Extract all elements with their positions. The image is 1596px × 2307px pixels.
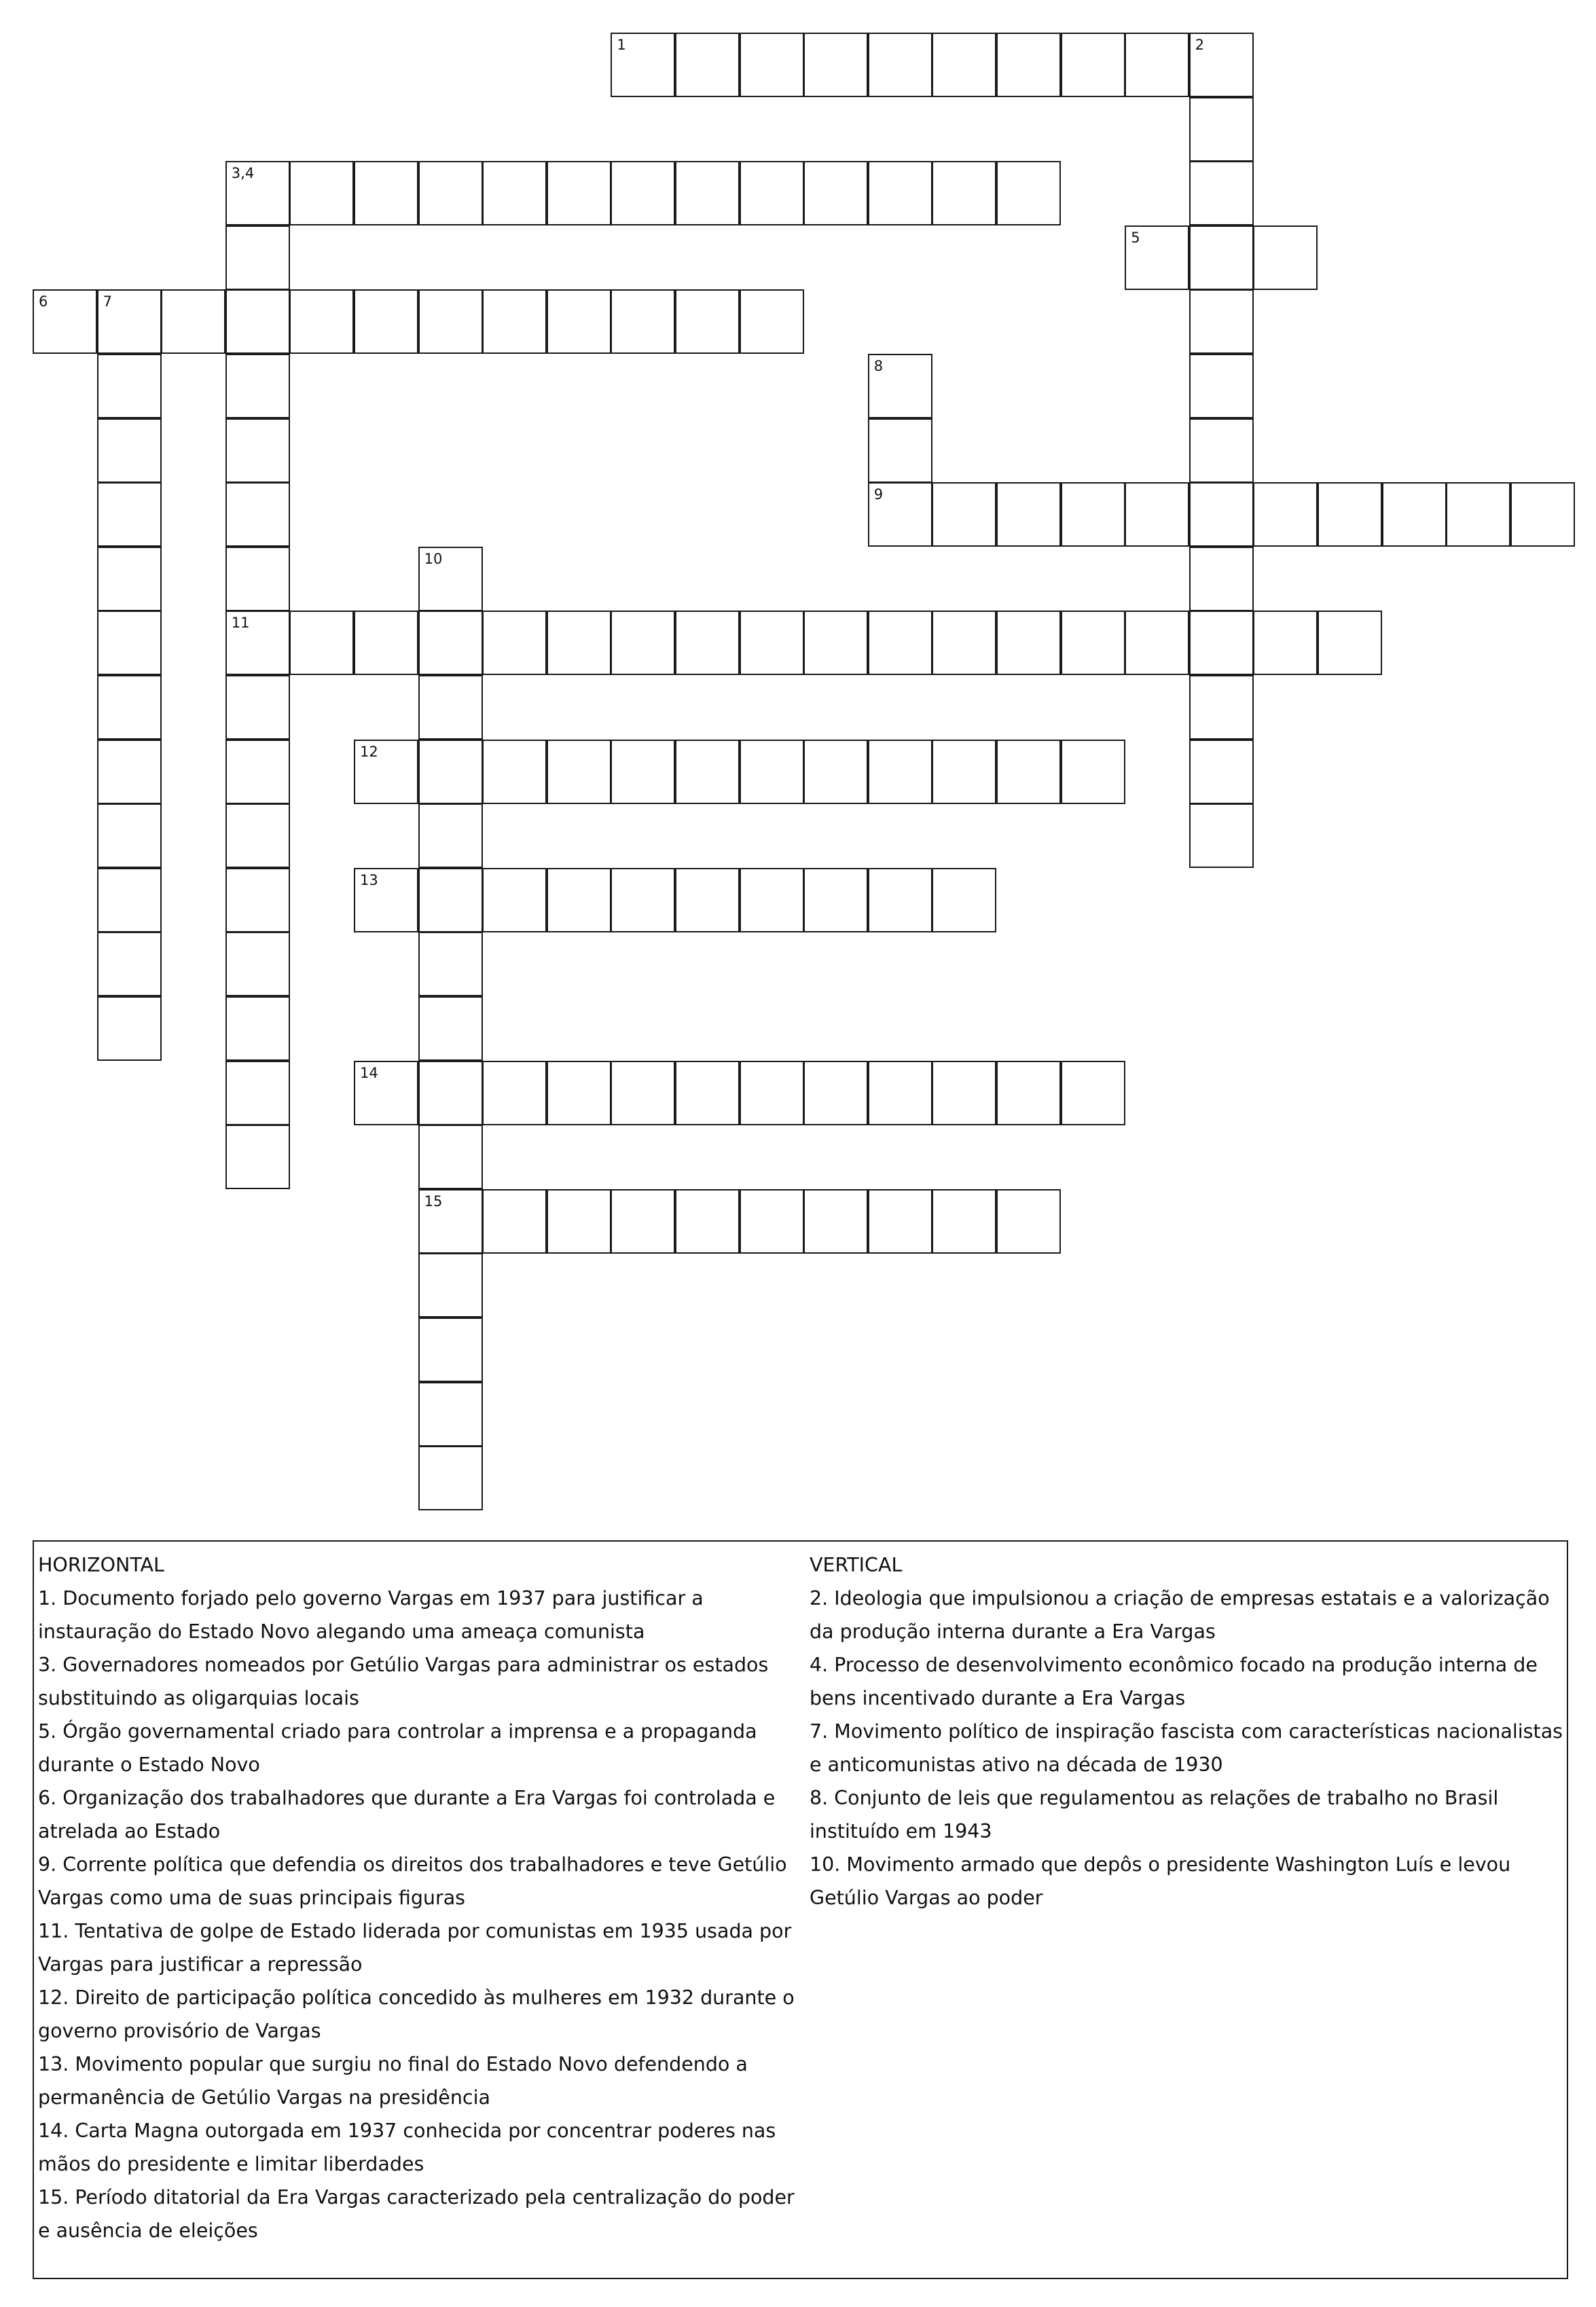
grid-cell[interactable] [289, 611, 354, 675]
grid-cell[interactable] [868, 740, 932, 804]
clue-v-4: 4. Processo de desenvolvimento econômico focado na produção interna de bens incentivado durante a Era Vargas [810, 1654, 1538, 1709]
clue-h-11: 11. Tentativa de golpe de Estado liderada por comunistas em 1935 usada por Vargas para justificar a repressão [38, 1920, 792, 1976]
clue-number: 5 [1131, 229, 1140, 246]
clue-h-6: 6. Organização dos trabalhadores que durante a Era Vargas foi controlada e atrelada ao Estado [38, 1787, 776, 1842]
grid-cell[interactable] [803, 1189, 868, 1254]
grid-cell[interactable] [611, 868, 675, 932]
grid-cell[interactable] [1253, 611, 1318, 675]
grid-cell[interactable] [868, 1189, 932, 1254]
grid-cell[interactable] [482, 740, 547, 804]
grid-cell[interactable] [1382, 482, 1447, 547]
grid-cell[interactable] [97, 868, 162, 932]
grid-cell[interactable] [611, 740, 675, 804]
grid-cell[interactable] [1061, 611, 1125, 675]
grid-cell[interactable] [354, 1061, 418, 1125]
grid-cell[interactable] [868, 161, 932, 225]
grid-cell[interactable] [547, 611, 611, 675]
grid-cell[interactable] [482, 289, 547, 354]
clue-number: 1 [617, 37, 626, 53]
grid-cell[interactable] [675, 289, 740, 354]
grid-cell[interactable] [418, 1189, 483, 1254]
grid-cell[interactable] [97, 996, 162, 1061]
clue-v-2: 2. Ideologia que impulsionou a criação de empresas estatais e a valorização da produção interna durante a Era Vargas [810, 1587, 1550, 1643]
grid-cell[interactable] [547, 868, 611, 932]
grid-cell[interactable] [1189, 547, 1254, 611]
grid-cell[interactable] [932, 482, 996, 547]
grid-cell[interactable] [225, 1125, 290, 1189]
grid-cell[interactable] [803, 1061, 868, 1125]
clue-number: 15 [424, 1193, 443, 1210]
grid-cell[interactable] [97, 354, 162, 418]
clue-h-3: 3. Governadores nomeados por Getúlio Vargas para administrar os estados substituindo as oligarquias locais [38, 1654, 769, 1709]
horizontal-clues [38, 1548, 799, 2247]
grid-cell[interactable] [611, 1061, 675, 1125]
vertical-clues [810, 1548, 1570, 1914]
grid-cell[interactable] [611, 1189, 675, 1254]
grid-cell[interactable] [289, 161, 354, 225]
grid-cell[interactable] [1189, 418, 1254, 483]
grid-cell[interactable] [1446, 482, 1510, 547]
grid-cell[interactable] [225, 161, 290, 225]
clue-v-7: 7. Movimento político de inspiração fascista com características nacionalistas e anticomunistas ativo na década de 1930 [810, 1720, 1563, 1776]
grid-cell[interactable] [868, 33, 932, 97]
grid-cell[interactable] [225, 418, 290, 483]
grid-cell[interactable] [418, 740, 483, 804]
grid-cell[interactable] [803, 740, 868, 804]
grid-cell[interactable] [868, 611, 932, 675]
clue-number: 10 [424, 550, 443, 567]
grid-cell[interactable] [418, 611, 483, 675]
grid-cell[interactable] [675, 740, 740, 804]
grid-cell[interactable] [803, 868, 868, 932]
grid-cell[interactable] [97, 611, 162, 675]
clue-h-9: 9. Corrente política que defendia os direitos dos trabalhadores e teve Getúlio Vargas como uma de suas principais figuras [38, 1853, 787, 1909]
grid-cell[interactable] [1061, 33, 1125, 97]
grid-cell[interactable] [740, 289, 804, 354]
grid-cell[interactable] [225, 354, 290, 418]
grid-cell[interactable] [932, 161, 996, 225]
clue-number: 9 [873, 486, 884, 503]
grid-cell[interactable] [1061, 740, 1125, 804]
grid-cell[interactable] [740, 1061, 804, 1125]
grid-cell[interactable] [418, 1061, 483, 1125]
grid-cell[interactable] [547, 1189, 611, 1254]
grid-cell[interactable] [740, 740, 804, 804]
grid-cell[interactable] [97, 932, 162, 996]
grid-cell[interactable] [1189, 33, 1254, 97]
grid-cell[interactable] [996, 1061, 1061, 1125]
grid-cell[interactable] [225, 740, 290, 804]
grid-cell[interactable] [482, 611, 547, 675]
clue-number: 14 [360, 1064, 378, 1081]
clue-number: 11 [231, 615, 250, 632]
grid-cell[interactable] [225, 868, 290, 932]
horizontal-title: HORIZONTAL [38, 1554, 164, 1576]
grid-cell[interactable] [225, 482, 290, 547]
grid-cell[interactable] [97, 289, 162, 354]
grid-cell[interactable] [418, 1446, 483, 1510]
grid-cell[interactable] [225, 289, 290, 354]
grid-cell[interactable] [225, 996, 290, 1061]
grid-cell[interactable] [97, 803, 162, 868]
grid-cell[interactable] [1318, 482, 1382, 547]
grid-cell[interactable] [418, 1125, 483, 1189]
grid-cell[interactable] [932, 1189, 996, 1254]
clue-number: 12 [360, 743, 378, 760]
grid-cell[interactable] [547, 1061, 611, 1125]
clue-h-1: 1. Documento forjado pelo governo Vargas em 1937 para justificar a instauração do Estado Novo alegando uma ameaça comunista [38, 1587, 704, 1643]
grid-cell[interactable] [33, 289, 97, 354]
grid-cell[interactable] [418, 1382, 483, 1447]
clue-v-8: 8. Conjunto de leis que regulamentou as relações de trabalho no Brasil instituído em 1943 [810, 1787, 1499, 1842]
grid-cell[interactable] [932, 740, 996, 804]
grid-cell[interactable] [740, 868, 804, 932]
grid-cell[interactable] [868, 354, 932, 418]
grid-cell[interactable] [1253, 225, 1318, 290]
clue-number: 2 [1195, 37, 1205, 53]
grid-cell[interactable] [1510, 482, 1575, 547]
grid-cell[interactable] [225, 1061, 290, 1125]
grid-cell[interactable] [547, 289, 611, 354]
grid-cell[interactable] [675, 33, 740, 97]
grid-cell[interactable] [547, 740, 611, 804]
grid-cell[interactable] [418, 996, 483, 1061]
grid-cell[interactable] [1189, 611, 1254, 675]
clue-h-12: 12. Direito de participação política concedido às mulheres em 1932 durante o governo provisório de Vargas [38, 1986, 795, 2042]
grid-cell[interactable] [1061, 482, 1125, 547]
grid-cell[interactable] [1189, 225, 1254, 290]
grid-cell[interactable] [611, 33, 675, 97]
clue-h-14: 14. Carta Magna outorgada em 1937 conhecida por concentrar poderes nas mãos do presidente e limitar liberdades [38, 2120, 776, 2175]
grid-cell[interactable] [354, 161, 418, 225]
grid-cell[interactable] [225, 547, 290, 611]
grid-cell[interactable] [932, 868, 996, 932]
grid-cell[interactable] [418, 289, 483, 354]
grid-cell[interactable] [1253, 482, 1318, 547]
grid-cell[interactable] [482, 1061, 547, 1125]
grid-cell[interactable] [97, 482, 162, 547]
vertical-title: VERTICAL [810, 1554, 903, 1576]
grid-cell[interactable] [675, 1189, 740, 1254]
grid-cell[interactable] [740, 161, 804, 225]
clue-number: 7 [103, 293, 112, 310]
grid-cell[interactable] [675, 1061, 740, 1125]
grid-cell[interactable] [932, 33, 996, 97]
grid-cell[interactable] [1125, 611, 1189, 675]
grid-cell[interactable] [225, 611, 290, 675]
grid-cell[interactable] [1125, 33, 1189, 97]
grid-cell[interactable] [932, 1061, 996, 1125]
grid-cell[interactable] [868, 482, 932, 547]
grid-cell[interactable] [97, 675, 162, 740]
grid-cell[interactable] [97, 740, 162, 804]
grid-cell[interactable] [740, 611, 804, 675]
grid-cell[interactable] [418, 932, 483, 996]
grid-cell[interactable] [868, 1061, 932, 1125]
grid-cell[interactable] [482, 1189, 547, 1254]
grid-cell[interactable] [418, 803, 483, 868]
grid-cell[interactable] [1189, 675, 1254, 740]
grid-cell[interactable] [97, 418, 162, 483]
grid-cell[interactable] [996, 161, 1061, 225]
grid-cell[interactable] [803, 161, 868, 225]
grid-cell[interactable] [225, 225, 290, 290]
grid-cell[interactable] [418, 868, 483, 932]
clue-h-15: 15. Período ditatorial da Era Vargas caracterizado pela centralização do poder e ausência de eleições [38, 2186, 795, 2242]
grid-cell[interactable] [868, 868, 932, 932]
grid-cell[interactable] [1125, 482, 1189, 547]
grid-cell[interactable] [1189, 161, 1254, 225]
grid-cell[interactable] [225, 675, 290, 740]
grid-cell[interactable] [418, 161, 483, 225]
grid-cell[interactable] [354, 289, 418, 354]
grid-cell[interactable] [1125, 225, 1189, 290]
grid-cell[interactable] [675, 868, 740, 932]
grid-cell[interactable] [868, 418, 932, 483]
grid-cell[interactable] [225, 932, 290, 996]
grid-cell[interactable] [289, 289, 354, 354]
grid-cell[interactable] [418, 1318, 483, 1382]
grid-cell[interactable] [418, 547, 483, 611]
grid-cell[interactable] [611, 161, 675, 225]
grid-cell[interactable] [996, 482, 1061, 547]
grid-cell[interactable] [675, 161, 740, 225]
grid-cell[interactable] [1189, 803, 1254, 868]
grid-cell[interactable] [611, 289, 675, 354]
grid-cell[interactable] [1189, 289, 1254, 354]
grid-cell[interactable] [740, 33, 804, 97]
grid-cell[interactable] [996, 611, 1061, 675]
clue-h-13: 13. Movimento popular que surgiu no final do Estado Novo defendendo a permanência de Getúlio Vargas na presidência [38, 2053, 748, 2109]
grid-cell[interactable] [1189, 97, 1254, 162]
grid-cell[interactable] [547, 161, 611, 225]
grid-cell[interactable] [97, 547, 162, 611]
grid-cell[interactable] [996, 1189, 1061, 1254]
clue-h-5: 5. Órgão governamental criado para controlar a imprensa e a propaganda durante o Estado Novo [38, 1720, 757, 1776]
grid-cell[interactable] [803, 611, 868, 675]
grid-cell[interactable] [803, 33, 868, 97]
grid-cell[interactable] [611, 611, 675, 675]
grid-cell[interactable] [418, 675, 483, 740]
grid-cell[interactable] [482, 161, 547, 225]
grid-cell[interactable] [1189, 740, 1254, 804]
clues-box [33, 1540, 1568, 2279]
grid-cell[interactable] [996, 740, 1061, 804]
clue-number: 8 [873, 358, 884, 374]
grid-cell[interactable] [225, 803, 290, 868]
grid-cell[interactable] [1189, 354, 1254, 418]
clue-v-10: 10. Movimento armado que depôs o presidente Washington Luís e levou Getúlio Vargas ao poder [810, 1853, 1511, 1909]
grid-cell[interactable] [354, 868, 418, 932]
clue-number: 13 [360, 871, 378, 888]
grid-cell[interactable] [996, 33, 1061, 97]
grid-cell[interactable] [354, 611, 418, 675]
grid-cell[interactable] [1318, 611, 1382, 675]
grid-cell[interactable] [675, 611, 740, 675]
grid-cell[interactable] [1061, 1061, 1125, 1125]
clue-number: 3,4 [231, 165, 255, 182]
grid-cell[interactable] [482, 868, 547, 932]
grid-cell[interactable] [418, 1253, 483, 1318]
grid-cell[interactable] [1189, 482, 1254, 547]
grid-cell[interactable] [354, 740, 418, 804]
grid-cell[interactable] [932, 611, 996, 675]
grid-cell[interactable] [740, 1189, 804, 1254]
clue-number: 6 [39, 293, 48, 310]
grid-cell[interactable] [161, 289, 225, 354]
